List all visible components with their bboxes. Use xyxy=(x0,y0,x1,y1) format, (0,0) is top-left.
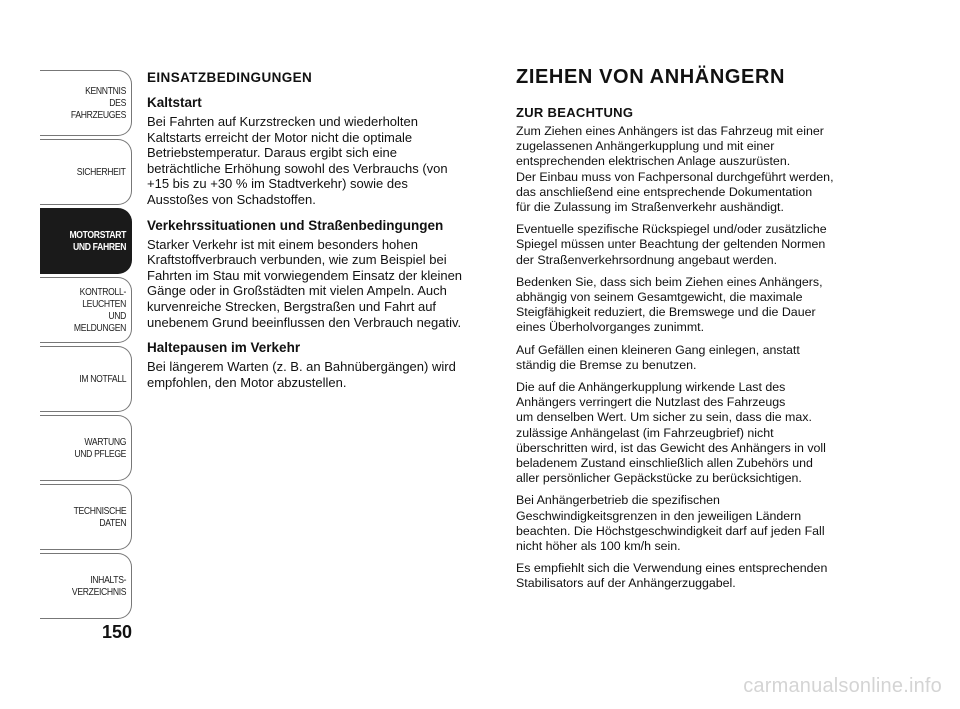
heading-kaltstart: Kaltstart xyxy=(147,95,202,110)
paragraph-verkehrssituationen: Starker Verkehr ist mit einem besonders hohen Kraftstoffverbrauch verbunden, wie zum Beispiel bei Fahrten im Stau mit vorwiegendem Einsatz der kleinen Gänge oder in Großstädten mit vielen Ampeln. Auch kurvenreiche Strecken, Bergstraßen und Fahrt auf unebenem Grund beeinflussen den Verbrauch negativ. xyxy=(147,236,463,330)
warning-heading: ZUR BEACHTUNG xyxy=(516,105,634,120)
paragraph: Bei Anhängerbetrieb die spezifischen Geschwindigkeitsgrenzen in den jeweiligen Ländern beachten. Die Höchstgeschwindigkeit darf auf jeden Fall nicht höher als 100 km/h sein. xyxy=(516,493,825,554)
page-title: ZIEHEN VON ANHÄNGERN xyxy=(516,66,786,88)
paragraph: Bedenken Sie, dass sich beim Ziehen eines Anhängers, abhängig von seinem Gesamtgewicht, die maximale Steigfähigkeit reduziert, die Bremswege und die Dauer eines Überholvorganges zunimmt. xyxy=(516,274,823,335)
tab-kontrollleuchten[interactable] xyxy=(40,277,132,343)
tab-motorstart-und-fahren[interactable] xyxy=(40,208,132,274)
watermark: carmanualsonline.info xyxy=(743,675,942,697)
tab-im-notfall[interactable] xyxy=(40,346,132,412)
chapter-tabs xyxy=(40,70,132,622)
tab-inhaltsverzeichnis[interactable] xyxy=(40,553,132,619)
heading-haltepausen: Haltepausen im Verkehr xyxy=(147,340,301,356)
heading-verkehrssituationen: Verkehrssituationen und Straßenbedingungen xyxy=(147,217,444,233)
tab-label: IM NOTFALL xyxy=(79,373,126,385)
tab-label: TECHNISCHE DATEN xyxy=(73,505,126,529)
tab-label: KONTROLL- LEUCHTEN UND MELDUNGEN xyxy=(73,286,126,334)
tab-label: INHALTS- VERZEICHNIS xyxy=(71,574,126,598)
paragraph: Es empfiehlt sich die Verwendung eines entsprechenden Stabilisators auf der Anhängerzuggabel. xyxy=(516,561,828,591)
tab-label: SICHERHEIT xyxy=(77,166,126,178)
paragraph: Zum Ziehen eines Anhängers ist das Fahrzeug mit einer zugelassenen Anhängerkupplung und mit einer entsprechenden elektrischen Anlage auszurüsten. Der Einbau muss von Fachpersonal durchgeführt werden, das anschließend eine entsprechende Dokumentation für die Zulassung im Straßenverkehr aushändigt. xyxy=(516,124,834,215)
paragraph-kaltstart: Bei Fahrten auf Kurzstrecken und wiederholten Kaltstarts erreicht der Motor nicht die optimale Betriebstemperatur. Daraus ergibt sich eine beträchtliche Erhöhung sowohl des Verbrauchs (von +15 bis zu +30 % im Stadtverkehr) sowie des Ausstoßes von Schadstoffen. xyxy=(147,114,448,207)
page-number: 150 xyxy=(101,622,132,642)
tab-label: WARTUNG UND PFLEGE xyxy=(74,436,126,460)
section-title: EINSATZBEDINGUNGEN xyxy=(147,70,313,85)
tab-label: MOTORSTART UND FAHREN xyxy=(69,229,126,253)
paragraph: Eventuelle spezifische Rückspiegel und/oder zusätzliche Spiegel müssen unter Beachtung der geltenden Normen der Straßenverkehrsordnung angebaut werden. xyxy=(516,222,827,267)
tab-technische-daten[interactable] xyxy=(40,484,132,550)
left-column xyxy=(147,70,492,400)
tab-wartung-und-pflege[interactable] xyxy=(40,415,132,481)
right-column xyxy=(516,66,876,599)
paragraph: Auf Gefällen einen kleineren Gang einlegen, anstatt ständig die Bremse zu benutzen. xyxy=(516,342,800,372)
tab-label: KENNTNIS DES FAHRZEUGES xyxy=(70,85,126,121)
tab-kenntnis-des-fahrzeuges[interactable] xyxy=(40,70,132,136)
paragraph: Die auf die Anhängerkupplung wirkende Last des Anhängers verringert die Nutzlast des Fahrzeugs um denselben Wert. Um sicher zu sein, dass die max. zulässige Anhängelast (im Fahrzeugbrief) nicht überschritten wird, ist das Gewicht des Anhängers in voll beladenem Zustand einschließlich allen Zubehörs und aller persönlicher Gepäckstücke zu berücksichtigen. xyxy=(516,380,826,486)
tab-sicherheit[interactable] xyxy=(40,139,132,205)
paragraph-haltepausen: Bei längerem Warten (z. B. an Bahnübergängen) wird empfohlen, den Motor abzustellen. xyxy=(147,359,456,390)
